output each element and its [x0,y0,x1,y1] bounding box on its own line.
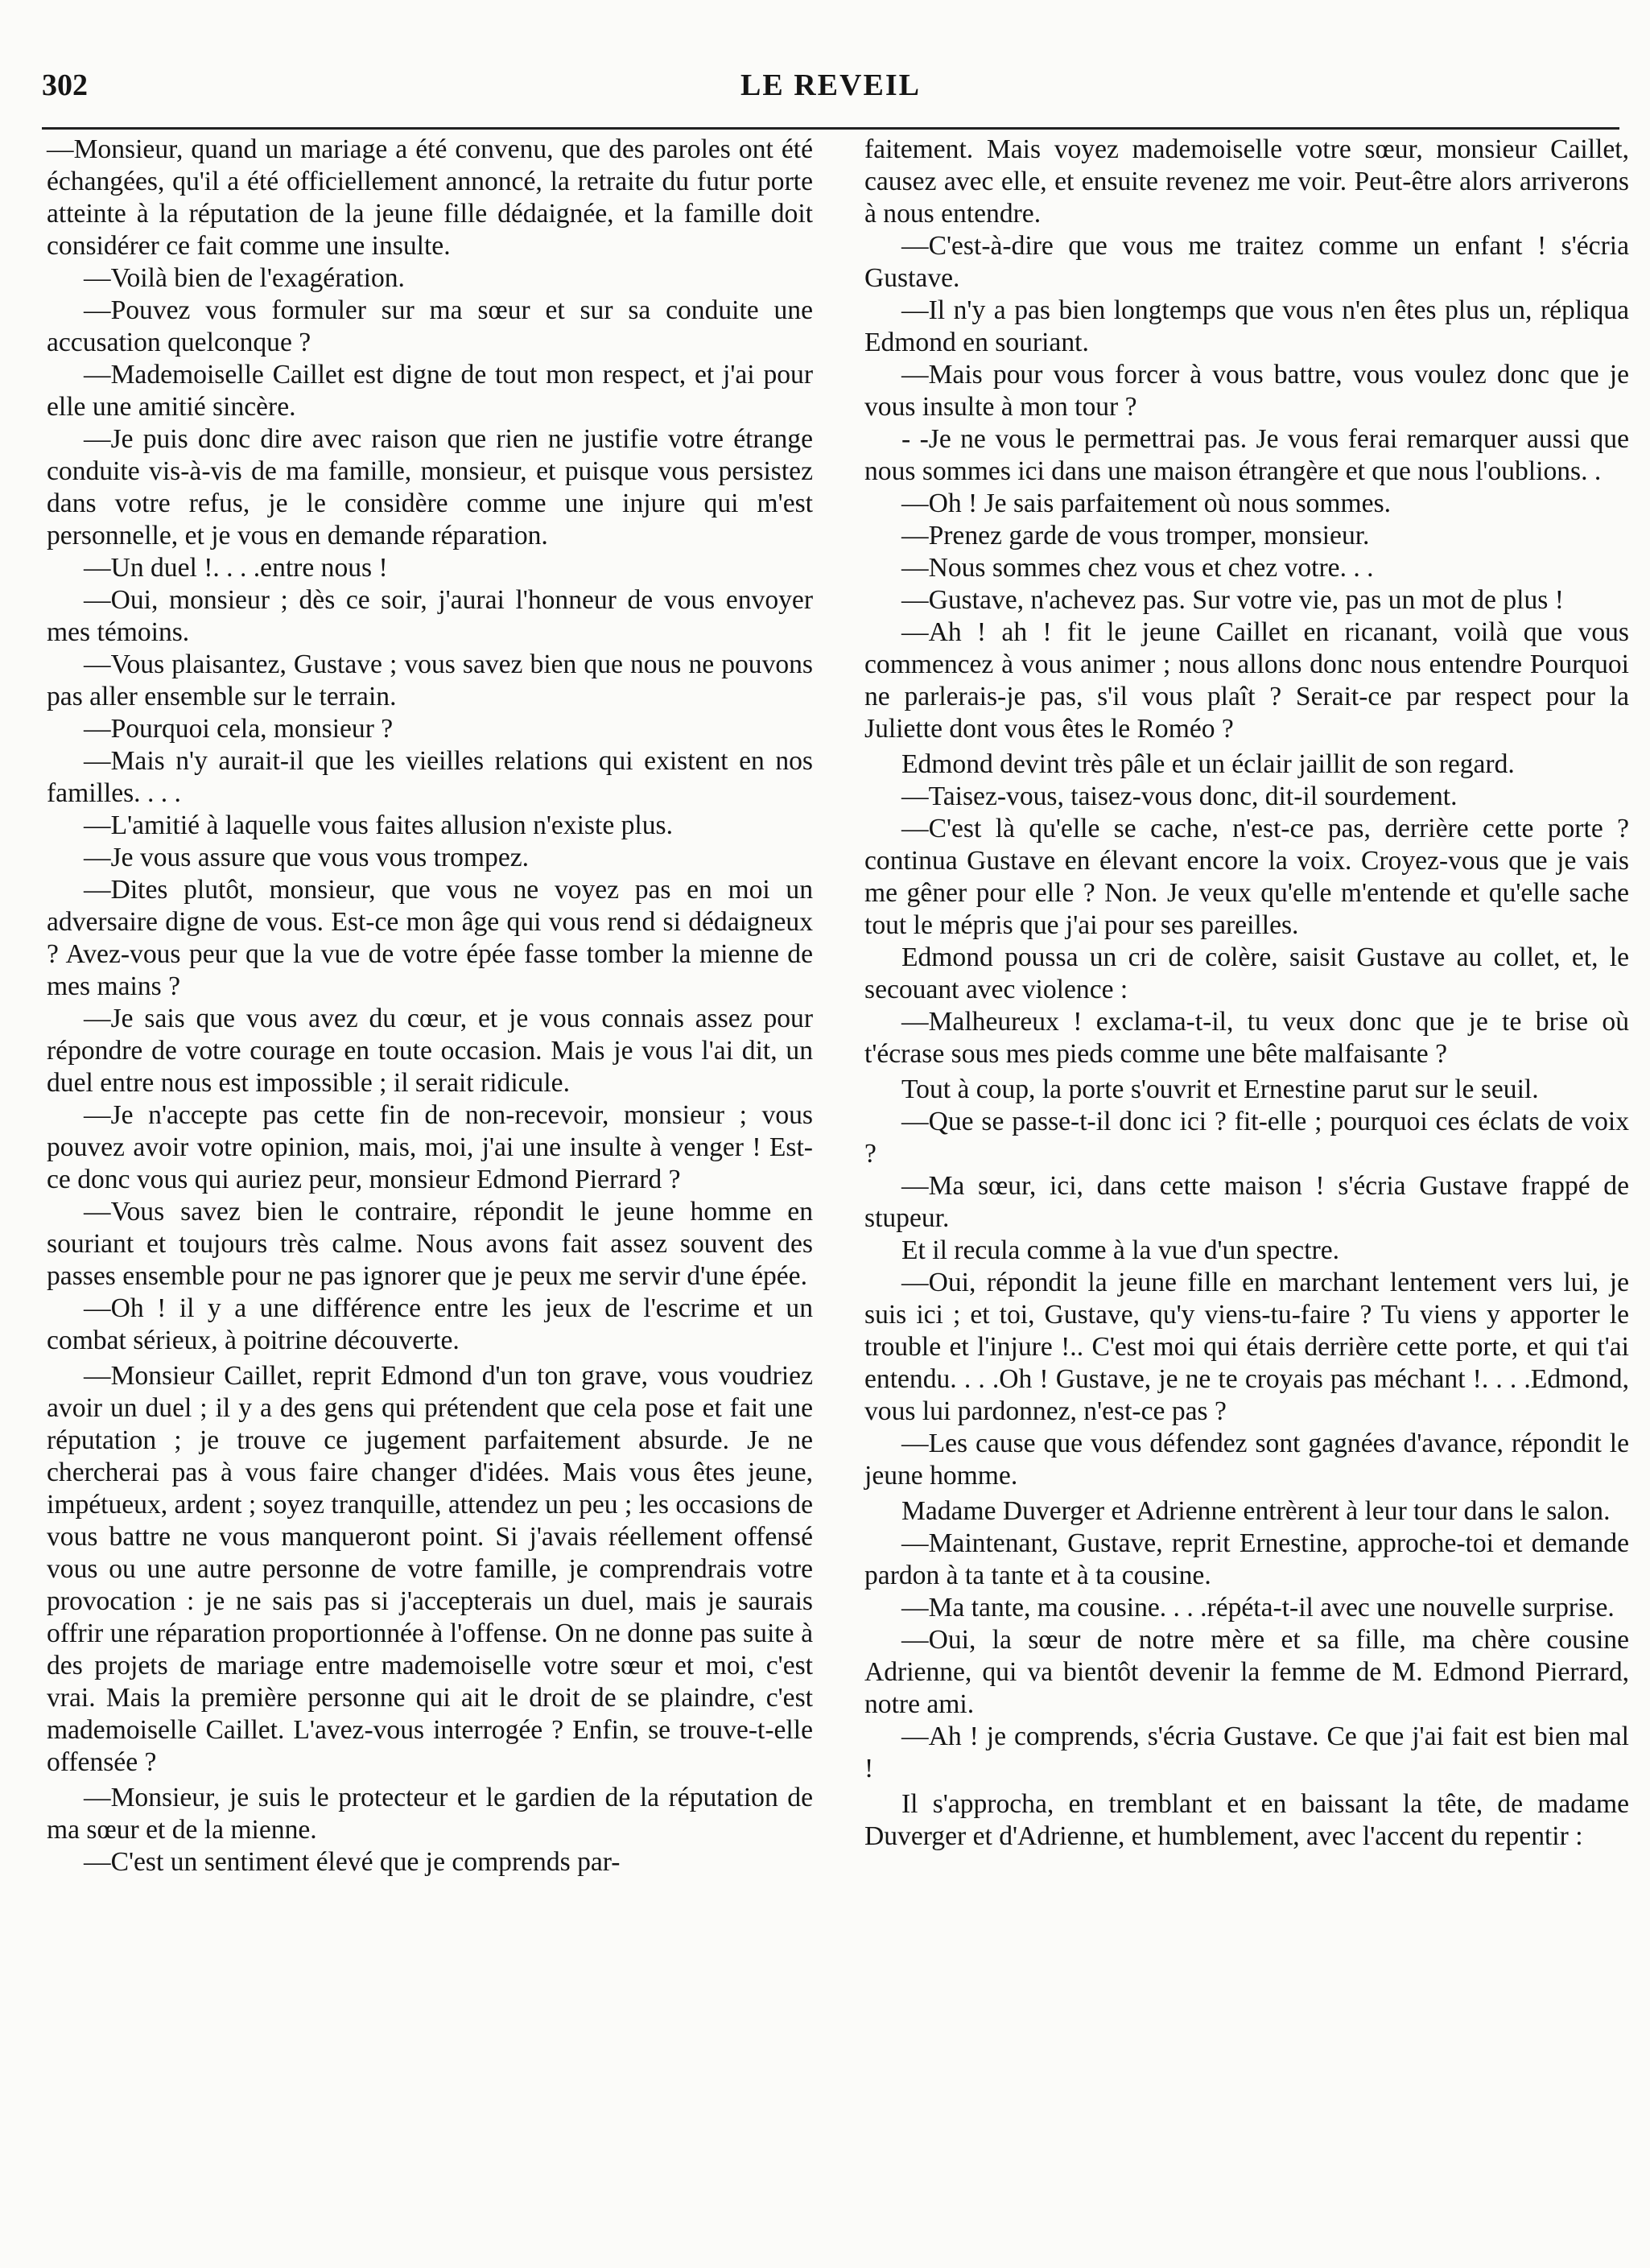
left-column [47,134,813,1878]
paragraph: —Taisez-vous, taisez-vous donc, dit-il sourdement. [901,781,1458,811]
paragraph: —Malheureux ! exclama-t-il, tu veux donc que je te brise où t'écrase sous mes pieds comme une bête malfaisante ? [864,1007,1629,1069]
paragraph: —Ah ! ah ! fit le jeune Caillet en ricanant, voilà que vous commencez à vous animer ; nous allons donc nous entendre Pourquoi ne parlerais-je pas, s'il vous plaît ? Serait-ce par respect pour la Juliette dont vous êtes le Roméo ? [864,617,1629,744]
paragraph: —Vous savez bien le contraire, répondit le jeune homme en souriant et toujours très calme. Nous avons fait assez souvent des passes ensemble pour ne pas ignorer que je peux me servir d'une épée. [47,1197,813,1291]
paragraph: —Je sais que vous avez du cœur, et je vous connais assez pour répondre de votre courage en toute occasion. Mais je vous l'ai dit, un duel entre nous est impossible ; il serait ridicule. [47,1004,813,1098]
paragraph: —Je vous assure que vous vous trompez. [84,843,530,872]
paragraph: —Ma sœur, ici, dans cette maison ! s'écria Gustave frappé de stupeur. [864,1171,1629,1233]
paragraph: —Je n'accepte pas cette fin de non-recevoir, monsieur ; vous pouvez avoir votre opinion, mais, moi, j'ai une insulte à venger ! Est-ce donc vous qui auriez peur, monsieur Edmond Pierrard ? [47,1100,813,1194]
paragraph: —Mais n'y aurait-il que les vieilles relations qui existent en nos familles. . . . [47,746,813,808]
paragraph: —C'est un sentiment élevé que je comprends par- [84,1847,621,1877]
paragraph: —C'est là qu'elle se cache, n'est-ce pas, derrière cette porte ? continua Gustave en élevant encore la voix. Croyez-vous que je vais me gêner pour elle ? Non. Je veux qu'elle m'entende et qu'elle sache tout le mépris que j'ai pour ses pareilles. [864,814,1629,940]
paragraph: —Voilà bien de l'exagération. [84,263,405,293]
paragraph: —Il n'y a pas bien longtemps que vous n'en êtes plus un, répliqua Edmond en souriant. [864,295,1629,357]
paragraph: —Nous sommes chez vous et chez votre. . . [901,553,1374,583]
paragraph: Il s'approcha, en tremblant et en baissant la tête, de madame Duverger et d'Adrienne, et humblement, avec l'accent du repentir : [864,1789,1629,1851]
paragraph: —C'est-à-dire que vous me traitez comme un enfant ! s'écria Gustave. [864,231,1629,293]
paragraph: —Oui, la sœur de notre mère et sa fille, ma chère cousine Adrienne, qui va bientôt devenir la femme de M. Edmond Pierrard, notre ami. [864,1625,1629,1719]
paragraph: —Monsieur, je suis le protecteur et le gardien de la réputation de ma sœur et de la mienne. [47,1783,813,1845]
paragraph: —Mademoiselle Caillet est digne de tout mon respect, et j'ai pour elle une amitié sincère. [47,360,813,422]
paragraph: Et il recula comme à la vue d'un spectre. [901,1235,1340,1265]
page-number: 302 [42,68,88,102]
paragraph: —Oui, répondit la jeune fille en marchant lentement vers lui, je suis ici ; et toi, Gustave, qu'y viens-tu-faire ? Tu viens y apporter le trouble et l'injure !.. C'est moi qui étais derrière cette porte, et qui t'ai entendu. . . .Oh ! Gustave, je ne te croyais pas méchant !. . . .Edmond, vous lui pardonnez, n'est-ce pas ? [864,1268,1629,1426]
paragraph: —Mais pour vous forcer à vous battre, vous voulez donc que je vous insulte à mon tour ? [864,360,1629,422]
paragraph: —Dites plutôt, monsieur, que vous ne voyez pas en moi un adversaire digne de vous. Est-ce mon âge qui vous rend si dédaigneux ? Avez-vous peur que la vue de votre épée fasse tomber la mienne de mes mains ? [47,875,813,1001]
journal-title: LE REVEIL [740,68,921,102]
paragraph: —Prenez garde de vous tromper, monsieur. [901,521,1370,551]
paragraph: —Que se passe-t-il donc ici ? fit-elle ; pourquoi ces éclats de voix ? [864,1107,1629,1169]
paragraph: —Vous plaisantez, Gustave ; vous savez bien que nous ne pouvons pas aller ensemble sur le terrain. [47,649,813,711]
right-column [864,134,1629,1853]
paragraph: - -Je ne vous le permettrai pas. Je vous ferai remarquer aussi que nous sommes ici dans une maison étrangère et que nous l'oublions. . [864,424,1629,486]
paragraph: —Maintenant, Gustave, reprit Ernestine, approche-toi et demande pardon à ta tante et à ta cousine. [864,1528,1629,1590]
paragraph: —Je puis donc dire avec raison que rien ne justifie votre étrange conduite vis-à-vis de ma famille, monsieur, et puisque vous persistez dans votre refus, je le considère comme une injure qui m'est personnelle, et je vous en demande réparation. [47,424,813,551]
paragraph: Tout à coup, la porte s'ouvrit et Ernestine parut sur le seuil. [901,1074,1539,1104]
paragraph: —Pouvez vous formuler sur ma sœur et sur sa conduite une accusation quelconque ? [47,295,813,357]
paragraph: Madame Duverger et Adrienne entrèrent à leur tour dans le salon. [901,1496,1611,1526]
paragraph: —Ma tante, ma cousine. . . .répéta-t-il avec une nouvelle surprise. [901,1593,1615,1623]
paragraph: —Les cause que vous défendez sont gagnées d'avance, répondit le jeune homme. [864,1429,1629,1491]
paragraph: —Monsieur, quand un mariage a été convenu, que des paroles ont été échangées, qu'il a été officiellement annoncé, la retraite du futur porte atteinte à la réputation de la jeune fille dédaignée, et la famille doit considérer ce fait comme une insulte. [47,134,813,261]
paragraph: —Ah ! je comprends, s'écria Gustave. Ce que j'ai fait est bien mal ! [864,1722,1629,1783]
paragraph: faitement. Mais voyez mademoiselle votre sœur, monsieur Caillet, causez avec elle, et ensuite revenez me voir. Peut-être alors arriverons à nous entendre. [864,134,1629,229]
paragraph: Edmond poussa un cri de colère, saisit Gustave au collet, et, le secouant avec violence : [864,942,1629,1004]
paragraph: —Oh ! il y a une différence entre les jeux de l'escrime et un combat sérieux, à poitrine découverte. [47,1293,813,1355]
paragraph: —Oh ! Je sais parfaitement où nous sommes. [901,489,1392,518]
paragraph: —Gustave, n'achevez pas. Sur votre vie, pas un mot de plus ! [901,585,1564,615]
paragraph: —Un duel !. . . .entre nous ! [84,553,388,583]
paragraph: Edmond devint très pâle et un éclair jaillit de son regard. [901,749,1515,779]
paragraph: —L'amitié à laquelle vous faites allusion n'existe plus. [84,810,673,840]
header-rule [42,127,1619,130]
paragraph: —Pourquoi cela, monsieur ? [84,714,394,744]
paragraph: —Oui, monsieur ; dès ce soir, j'aurai l'honneur de vous envoyer mes témoins. [47,585,813,647]
paragraph: —Monsieur Caillet, reprit Edmond d'un ton grave, vous voudriez avoir un duel ; il y a des gens qui prétendent que cela pose et fait une réputation ; je trouve ce jugement parfaitement absurde. Je ne chercherai pas à vous faire changer d'idées. Mais vous êtes jeune, impétueux, ardent ; soyez tranquille, attendez un peu ; les occasions de vous battre ne vous manqueront point. Si j'avais réellement offensé vous ou une autre personne de votre famille, je comprendrais votre provocation : je ne sais pas si j'accepterais un duel, mais je saurais offrir une réparation proportionnée à l'offense. On ne donne pas suite à des projets de mariage entre mademoiselle votre sœur et moi, c'est vrai. Mais la première personne qui ait le droit de se plaindre, c'est mademoiselle Caillet. L'avez-vous interrogée ? Enfin, se trouve-t-elle offensée ? [47,1361,813,1777]
running-header [42,68,1619,116]
